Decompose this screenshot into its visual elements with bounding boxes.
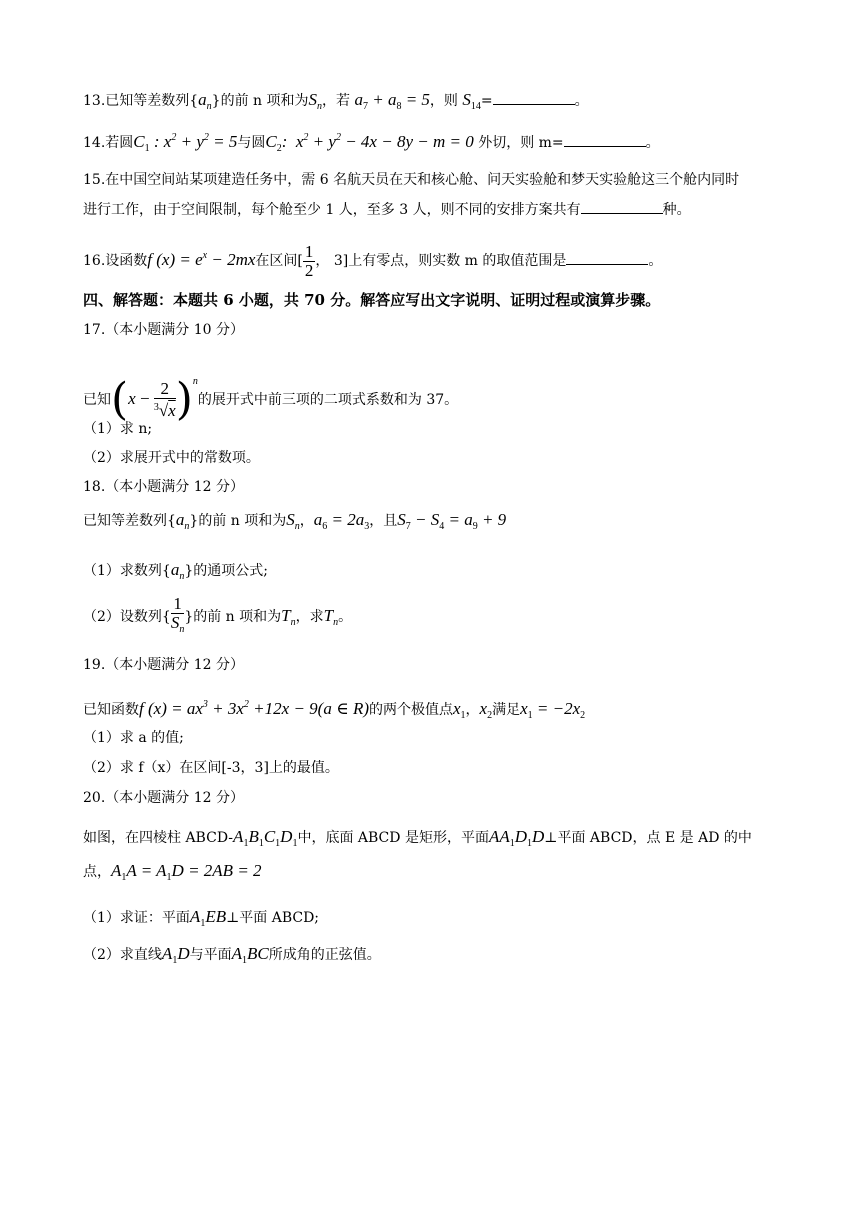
question-20-line-1: 如图，在四棱柱 ABCD-$A_1B_1C_1D_1$中，底面 ABCD 是矩形，平面$AA_1D_1D\perp$平面 ABCD，点 E 是 AD 的中 bbox=[83, 827, 752, 849]
formula-s-n: $S_n$ bbox=[286, 510, 300, 532]
question-17-part-1: （1）求 n; bbox=[83, 421, 153, 437]
formula-a-n: $a_n$ bbox=[170, 560, 185, 582]
formula-a7-a8: $a_7 + a_8 = 5$ bbox=[354, 90, 430, 112]
fraction-one-half: $\frac{1}{2}$ bbox=[304, 241, 314, 280]
formula-a1a-eq: $A_1A = A_1D = 2AB = 2$ bbox=[111, 861, 262, 883]
question-18-title: 18.（本小题满分 12 分） bbox=[83, 479, 244, 495]
question-13: 13.已知等差数列$\{a_n\}$的前 n 项和为$S_n$，若 $a_7 + a_8 = 5$，则 $S_{14}=$ 。 bbox=[83, 90, 589, 112]
question-17-stem: 已知(x − $\frac{2}{^3√x}$ )$^n$的展开式中前三项的二项式系数和为 37。 bbox=[83, 374, 459, 425]
formula-s-n: $S_n$ bbox=[308, 90, 322, 112]
question-14: 14.若圆$C_1$ : $x^2 + y^2 = 5$与圆$C_2$: $x^2 + y^2 - 4x - 8y - m = 0$ 外切，则 m= 。 bbox=[83, 132, 660, 154]
formula-t-n: $T_n$ bbox=[281, 606, 296, 628]
answer-blank bbox=[581, 199, 663, 214]
formula-circle-c1: $C_1$ : $x^2 + y^2 = 5$ bbox=[133, 132, 238, 154]
formula-aa1d1d: $AA_1D_1D$ bbox=[488, 827, 545, 849]
question-18-stem: 已知等差数列$\{a_n\}$的前 n 项和为$S_n$，$a_6 = 2a_3$，且$S_7 - S_4 = a_9 + 9$ bbox=[83, 510, 507, 532]
formula-a1bc: $A_1BC$ bbox=[231, 944, 269, 966]
answer-blank bbox=[493, 90, 575, 105]
formula-circle-c2: $C_2$: $x^2 + y^2 - 4x - 8y - m = 0$ bbox=[265, 132, 474, 154]
question-18-part-2: （2）设数列{ $\frac{1}{S_n}$ }的前 n 项和为$T_n$，求$T_n$。 bbox=[83, 592, 352, 647]
question-19-part-1: （1）求 a 的值; bbox=[83, 730, 184, 746]
question-19-title: 19.（本小题满分 12 分） bbox=[83, 657, 244, 673]
formula-a1eb: $A_1EB$ bbox=[189, 907, 227, 929]
question-20-line-2: 点，$A_1A = A_1D = 2AB = 2$ bbox=[83, 861, 262, 883]
question-20-part-2: （2）求直线$A_1D$与平面$A_1BC$所成角的正弦值。 bbox=[83, 944, 381, 966]
question-19-part-2: （2）求 f（x）在区间[-3，3]上的最值。 bbox=[83, 760, 339, 776]
formula-a-n: $a_n$ bbox=[175, 510, 190, 532]
question-17-title: 17.（本小题满分 10 分） bbox=[83, 322, 244, 338]
formula-a1d: $A_1D$ bbox=[161, 944, 190, 966]
fraction-one-over-s-n: $\frac{1}{S_n}$ bbox=[170, 594, 185, 635]
formula-a6-2a3: $a_6 = 2a_3$ bbox=[313, 510, 370, 532]
question-15-line-2: 进行工作，由于空间限制，每个舱至少 1 人，至多 3 人，则不同的安排方案共有 种。 bbox=[83, 199, 691, 220]
formula-a-n: $a_n$ bbox=[198, 90, 212, 112]
formula-a1b1c1d1: $A_1B_1C_1D_1$ bbox=[233, 827, 298, 849]
question-16: 16.设函数f $(x) = e^x - 2mx$在区间[ $\frac{1}{2}$ ， 3]上有零点，则实数 m 的取值范围是 。 bbox=[83, 241, 663, 280]
formula-f-x-cubic: f $(x) = ax^3 + 3x^2 +12x - 9(a$ ∈ R) bbox=[139, 699, 369, 718]
formula-x1-eq-neg2x2: $x_1 = -2x_2$ bbox=[520, 699, 586, 721]
formula-x2: $x_2$ bbox=[479, 699, 493, 721]
formula-s14: $S_{14}$ bbox=[462, 90, 481, 112]
question-18-part-1: （1）求数列$\{a_n\}$的通项公式; bbox=[83, 560, 268, 582]
formula-binomial: (x − $\frac{2}{^3√x}$ )$^n$ bbox=[111, 374, 198, 425]
answer-blank bbox=[564, 132, 646, 147]
question-19-stem: 已知函数f $(x) = ax^3 + 3x^2 +12x - 9(a$ ∈ R)的两个极值点$x_1$，$x_2$满足$x_1 = -2x_2$ bbox=[83, 699, 586, 721]
formula-f-x: f $(x) = e^x - 2mx$ bbox=[147, 250, 256, 269]
answer-blank bbox=[566, 250, 648, 265]
formula-s7-s4: $S_7 - S_4 = a_9 + 9$ bbox=[397, 510, 507, 532]
question-20-title: 20.（本小题满分 12 分） bbox=[83, 790, 244, 806]
question-17-part-2: （2）求展开式中的常数项。 bbox=[83, 450, 260, 466]
formula-x1: $x_1$ bbox=[453, 699, 466, 721]
question-20-part-1: （1）求证：平面$A_1EB\perp$平面 ABCD; bbox=[83, 907, 320, 929]
formula-t-n: $T_n$ bbox=[323, 606, 339, 628]
question-15-line-1: 15.在中国空间站某项建造任务中，需 6 名航天员在天和核心舱、问天实验舱和梦天实验舱这三个舱内同时 bbox=[83, 172, 740, 188]
section-heading: 四、解答题：本题共 6 小题，共 70 分。解答应写出文字说明、证明过程或演算步骤。 bbox=[83, 291, 661, 309]
